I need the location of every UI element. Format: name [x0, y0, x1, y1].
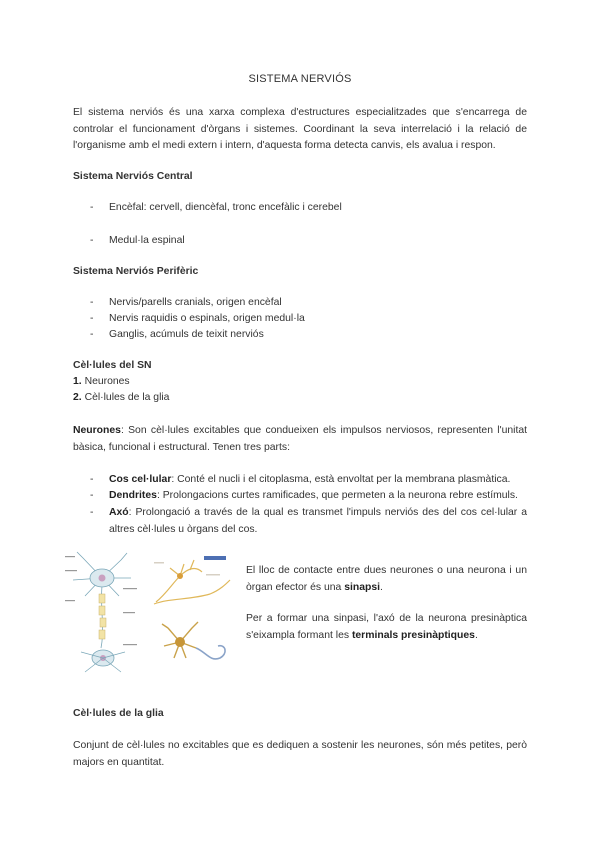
synapse-text: Per a formar una sinpasi, l'axó de la neurona presinàptica s'eixampla formant les [246, 613, 527, 641]
glia-heading: Cèl·lules de la glia [73, 708, 164, 719]
cells-item-label: Neurones [84, 376, 130, 387]
cells-item [73, 392, 169, 403]
list-dash: - [90, 202, 94, 213]
synapse-term: sinapsi [344, 581, 381, 593]
neurones-term: Neurones [73, 425, 121, 436]
list-dash: - [90, 507, 94, 518]
neuron-part-text: : Prolongacions curtes ramificades, que permeten a la neurona rebre estímuls. [156, 490, 518, 501]
glia-paragraph: Conjunt de cèl·lules no excitables que es dediquen a sostenir les neurones, són més petites, però majors en quantitat. [73, 740, 527, 768]
snc-item-text: Medul·la espinal [109, 235, 185, 246]
synapse-paragraph-1 [246, 563, 527, 596]
cells-item-number: 2. [73, 392, 82, 403]
neurones-paragraph [73, 423, 527, 456]
list-dash: - [90, 297, 94, 308]
list-dash: - [90, 329, 94, 340]
list-dash: - [90, 235, 94, 246]
neuron-photo-image [150, 554, 232, 674]
cells-item [73, 376, 130, 387]
snp-item-text: Nervis/parells cranials, origen encèfal [109, 297, 282, 308]
list-dash: - [90, 313, 94, 324]
synapse-text: El lloc de contacte entre dues neurones o una neurona i un òrgan efector és una [246, 565, 527, 593]
cells-item-number: 1. [73, 376, 82, 387]
neuron-part-term: Dendrites [109, 490, 157, 501]
snc-item-text: Encèfal: cervell, diencèfal, tronc encefàlic i cerebel [109, 202, 342, 213]
cells-heading: Cèl·lules del SN [73, 360, 152, 371]
neuron-part-item [90, 472, 527, 489]
synapse-text-end: . [380, 581, 383, 593]
snc-heading: Sistema Nerviós Central [73, 171, 193, 182]
neuron-part-text: : Prolongació a través de la qual es transmet l'impuls nerviós des del cos cel·lular a altres cèl·lules u òrgans del cos. [109, 507, 527, 535]
page-title: SISTEMA NERVIÓS [248, 73, 352, 85]
list-dash: - [90, 474, 94, 485]
synapse-text-end: . [474, 629, 478, 641]
neuron-diagram-image [63, 548, 141, 676]
snp-item-text: Ganglis, acúmuls de teixit nerviós [109, 329, 264, 340]
synapse-term: terminals presinàptiques [351, 629, 475, 641]
cells-item-label: Cèl·lules de la glia [84, 392, 170, 403]
snp-heading: Sistema Nerviós Perifèric [73, 266, 199, 277]
intro-paragraph: El sistema nerviós és una xarxa complexa d'estructures especialitzades que s'encarrega de controlar el funcionament d'òrgans i sistemes. Coordinant la seva interrelació i la relació de l'organisme amb el medi extern i intern, d'aquesta forma detecta canvis, els avalua i respon. [73, 107, 527, 152]
neuron-part-term: Axó [109, 507, 129, 518]
neuron-part-term: Cos cel·lular [109, 474, 172, 485]
synapse-paragraph-2 [246, 611, 527, 644]
neuron-part-item [90, 488, 527, 505]
snp-item-text: Nervis raquidis o espinals, origen medul·la [109, 313, 305, 324]
neuron-part-text: : Conté el nucli i el citoplasma, està envoltat per la membrana plasmàtica. [171, 474, 511, 485]
neuron-part-item [90, 505, 527, 538]
neurones-text: : Son cèl·lules excitables que condueixen els impulsos nerviosos, representen l'unitat bàsica, funcional i estructural. Tenen tres parts: [73, 425, 527, 453]
list-dash: - [90, 490, 94, 501]
